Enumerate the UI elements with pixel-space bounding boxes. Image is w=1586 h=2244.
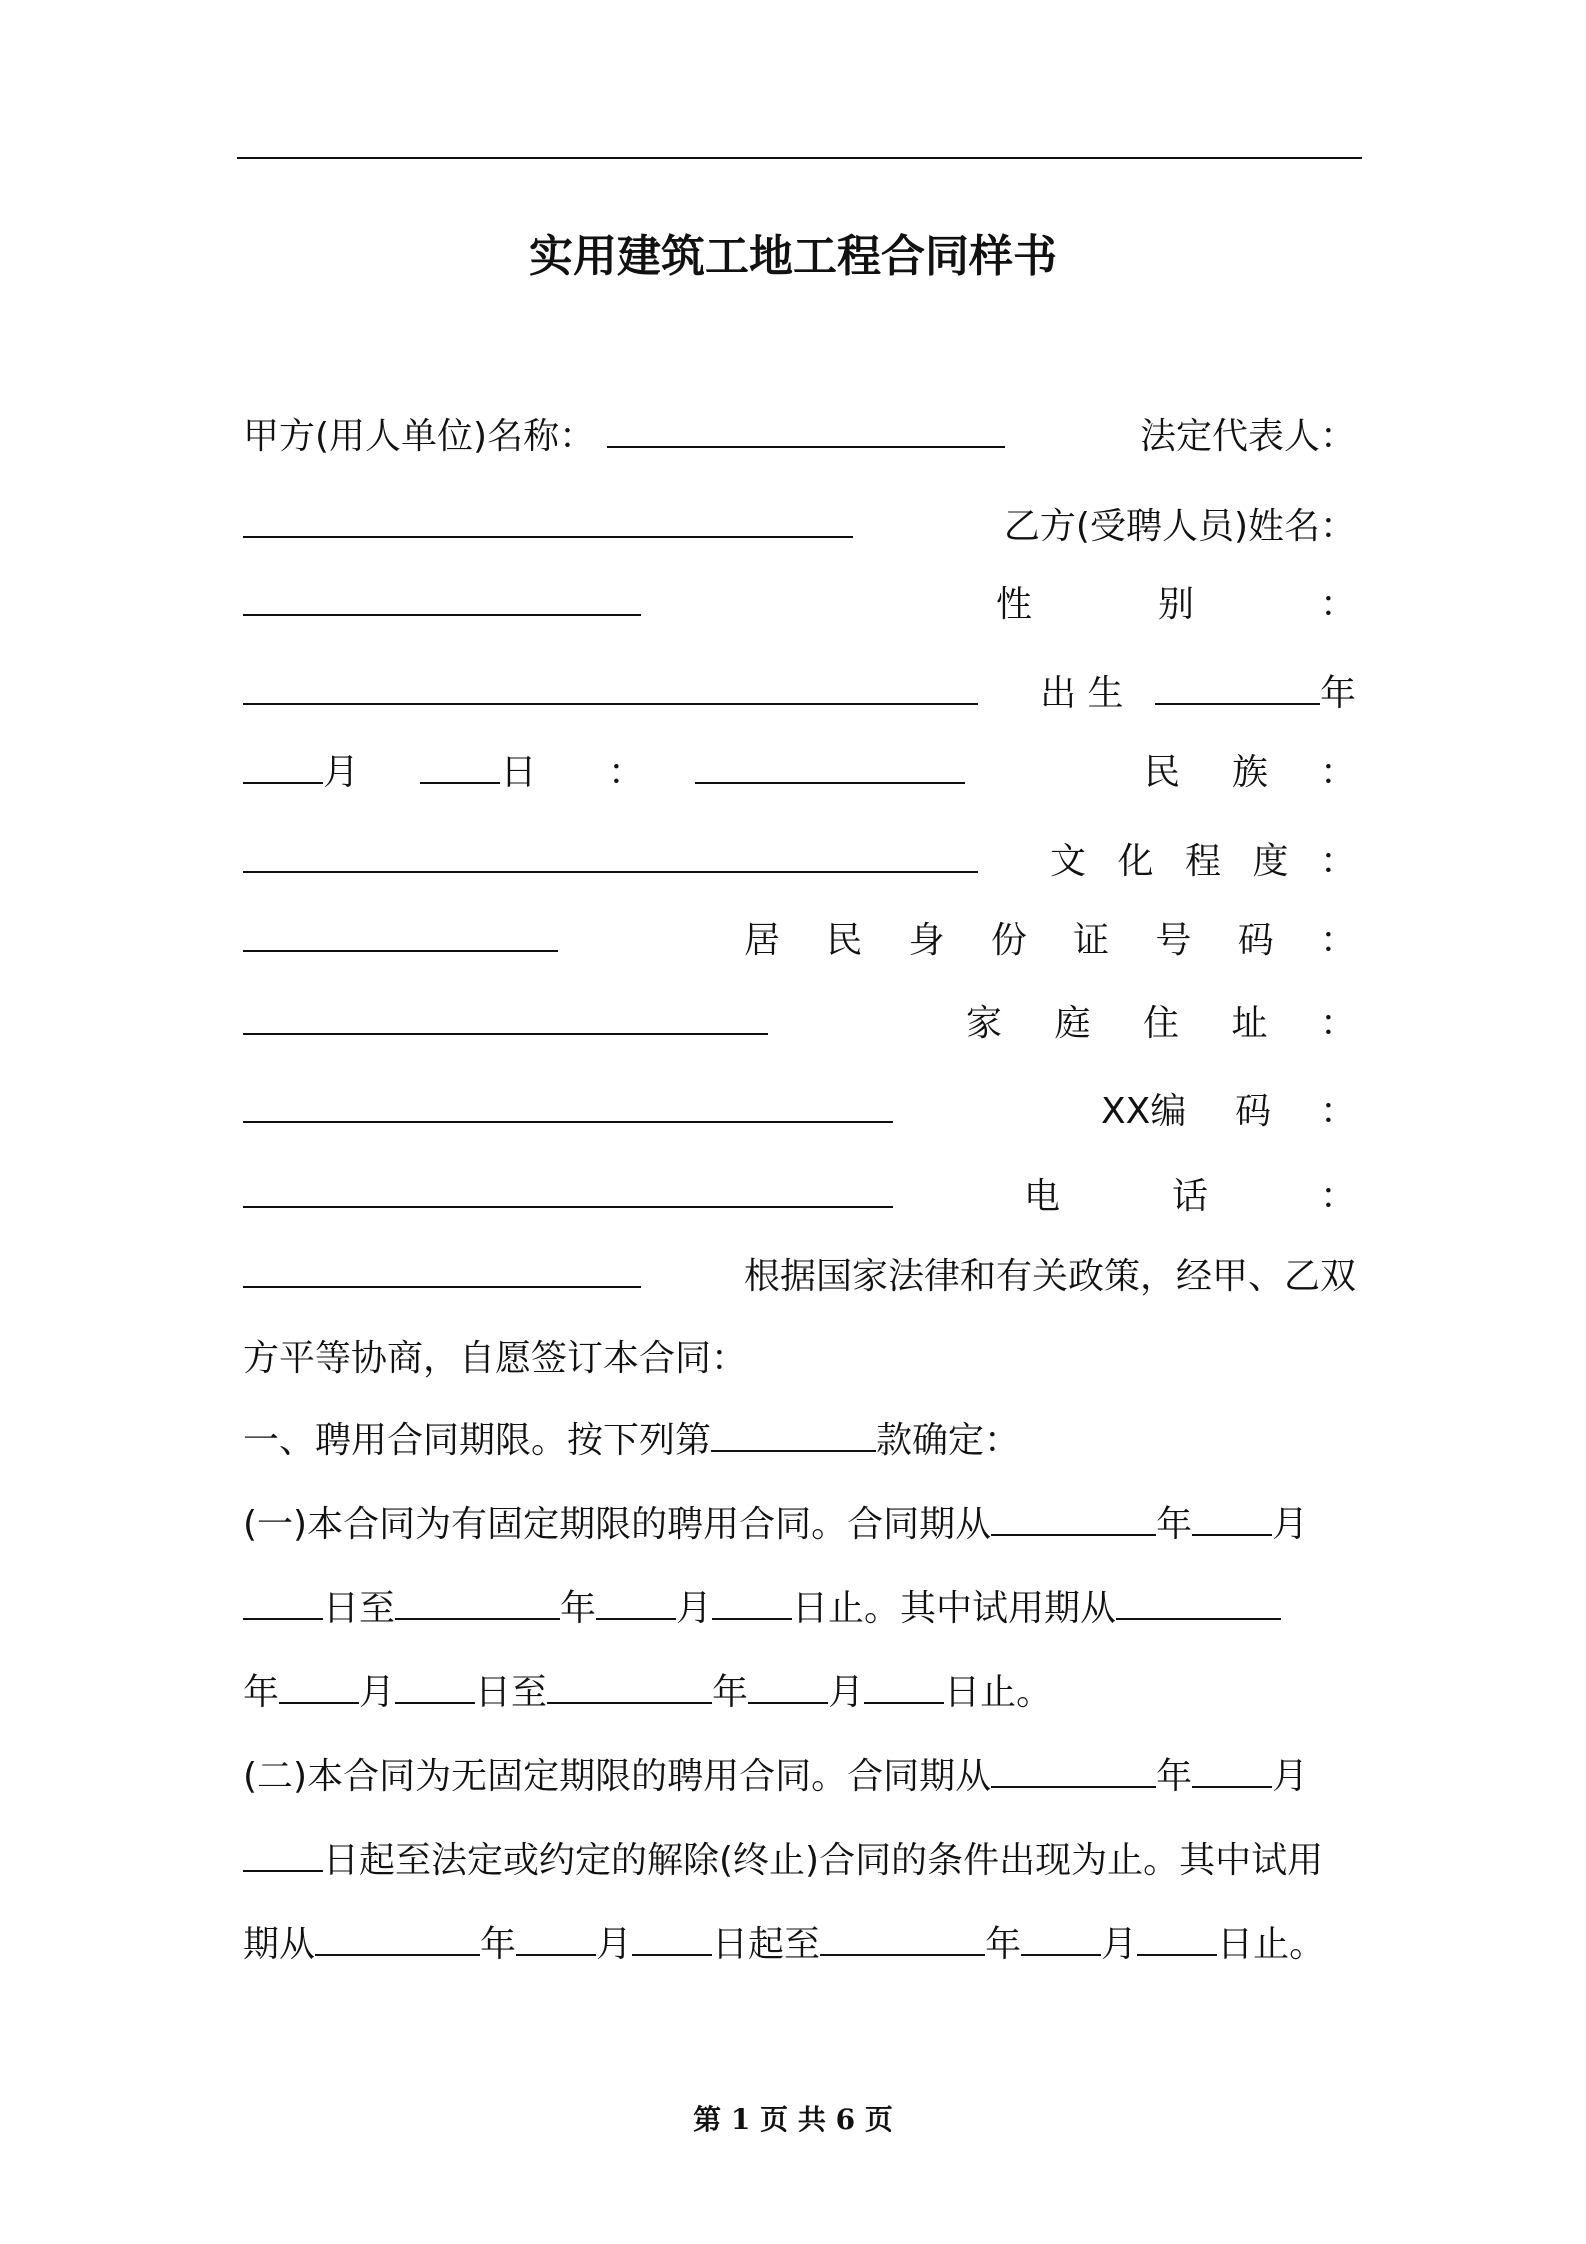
clause-1-text-c: 日止。其中试用期从 — [792, 1588, 1117, 1629]
nation-char-2: 族 — [1231, 752, 1268, 793]
clause-2-day-blank — [243, 1836, 323, 1872]
year-label: 年 — [1156, 1504, 1193, 1545]
addr-char-4: 址 — [1231, 1003, 1268, 1044]
edu-char-3: 程 — [1184, 841, 1221, 882]
intro-line-2: 方平等协商，自愿签订本合同： — [243, 1338, 748, 1379]
year-label: 年 — [243, 1672, 280, 1713]
section-1-text-a: 一、聘用合同期限。按下列第 — [243, 1420, 712, 1461]
clause-2-probation-end-day-blank — [1137, 1920, 1217, 1956]
month-label: 月 — [1101, 1924, 1138, 1965]
clause-1-text-b: 日至 — [475, 1672, 548, 1713]
month-label: 月 — [828, 1672, 865, 1713]
birth-month-blank — [243, 748, 323, 784]
clause-2-probation-day-blank — [632, 1920, 712, 1956]
clause-2-line-2 — [243, 1834, 1356, 1888]
line-gender — [243, 578, 1356, 632]
line-party-b — [243, 500, 1356, 554]
addr-colon: ： — [1319, 1003, 1356, 1044]
party-a-blank — [607, 412, 1005, 448]
zip-label-2: 码 — [1235, 1091, 1272, 1132]
zip-colon: ： — [1319, 1091, 1356, 1132]
gender-blank — [243, 669, 978, 705]
edu-char-2: 化 — [1117, 841, 1154, 882]
line-id — [243, 914, 1356, 968]
clause-2-text-d: 日起至 — [712, 1924, 821, 1965]
line-intro — [243, 1250, 1356, 1304]
id-char-6: 号 — [1155, 920, 1192, 961]
clause-2-line-1 — [243, 1750, 1356, 1804]
month-label: 月 — [676, 1588, 713, 1629]
clause-2-month-blank — [1192, 1752, 1272, 1788]
clause-1-day-blank-1 — [243, 1584, 323, 1620]
clause-2-text-a: (二)本合同为无固定期限的聘用合同。合同期从 — [243, 1756, 992, 1797]
gender-char-2: 别 — [1157, 584, 1194, 625]
clause-1-month-blank-1 — [1192, 1500, 1272, 1536]
zip-label-1: XX编 — [1101, 1091, 1187, 1132]
year-label: 年 — [1156, 1756, 1193, 1797]
party-a-label: 甲方(用人单位)名称： — [243, 416, 596, 457]
clause-1-probation-day-blank — [395, 1668, 475, 1704]
gender-colon: ： — [1319, 584, 1356, 625]
clause-1-year-blank-2 — [395, 1584, 560, 1620]
birth-day-blank — [420, 748, 500, 784]
clause-1-text-b: 日至 — [323, 1588, 396, 1629]
clause-2-probation-end-month-blank — [1021, 1920, 1101, 1956]
id-char-4: 份 — [990, 920, 1027, 961]
clause-2-year-blank — [991, 1752, 1156, 1788]
year-label: 年 — [712, 1672, 749, 1713]
party-b-label: 乙方(受聘人员)姓名： — [1003, 506, 1356, 547]
clause-1-probation-year-blank — [1116, 1584, 1281, 1620]
month-label: 月 — [323, 752, 360, 793]
clause-2-probation-month-blank — [516, 1920, 596, 1956]
legal-rep-label: 法定代表人： — [1139, 416, 1356, 457]
phone-colon: ： — [1319, 1176, 1356, 1217]
page-footer: 第 1 页 共 6 页 — [693, 2103, 893, 2136]
birth-extra-blank — [695, 748, 965, 784]
clause-1-probation-end-year-blank — [547, 1668, 712, 1704]
clause-1-year-blank-1 — [991, 1500, 1156, 1536]
year-label: 年 — [480, 1924, 517, 1965]
edu-char-4: 度 — [1252, 841, 1289, 882]
clause-1-probation-end-month-blank — [748, 1668, 828, 1704]
legal-rep-blank — [243, 502, 853, 538]
line-zip — [243, 1085, 1356, 1139]
edu-char-1: 文 — [1050, 841, 1087, 882]
clause-2-line-3 — [243, 1918, 1356, 1972]
clause-2-text-b: 日起至法定或约定的解除(终止)合同的条件出现为止。其中试用 — [323, 1840, 1324, 1881]
month-label: 月 — [1272, 1756, 1309, 1797]
month-label: 月 — [359, 1672, 396, 1713]
addr-char-1: 家 — [966, 1003, 1003, 1044]
clause-1-probation-end-day-blank — [864, 1668, 944, 1704]
id-char-1: 居 — [744, 920, 781, 961]
year-label: 年 — [985, 1924, 1022, 1965]
nation-blank — [243, 837, 978, 873]
clause-1-month-blank-2 — [596, 1584, 676, 1620]
line-education — [243, 835, 1356, 889]
clause-2-text-end: 日止。 — [1217, 1924, 1326, 1965]
clause-1-day-blank-2 — [712, 1584, 792, 1620]
section-1-blank — [711, 1416, 876, 1452]
edu-blank — [243, 916, 558, 952]
document-title: 实用建筑工地工程合同样书 — [529, 231, 1057, 282]
birth-label: 出 生 — [1040, 673, 1124, 714]
clause-1-text-d: 日止。 — [944, 1672, 1053, 1713]
month-label: 月 — [1272, 1504, 1309, 1545]
day-label: 日 — [500, 752, 537, 793]
section-1-heading — [243, 1414, 1356, 1468]
id-char-2: 民 — [826, 920, 863, 961]
clause-1-text-a: (一)本合同为有固定期限的聘用合同。合同期从 — [243, 1504, 992, 1545]
clause-1-line-3 — [243, 1666, 1356, 1720]
month-label: 月 — [596, 1924, 633, 1965]
clause-1-probation-month-blank — [279, 1668, 359, 1704]
clause-2-probation-end-year-blank — [820, 1920, 985, 1956]
id-char-7: 码 — [1237, 920, 1274, 961]
id-char-3: 身 — [908, 920, 945, 961]
addr-char-2: 庭 — [1054, 1003, 1091, 1044]
clause-1-line-2 — [243, 1582, 1356, 1636]
gender-char-1: 性 — [996, 584, 1033, 625]
clause-1-line-1 — [243, 1498, 1356, 1552]
phone-char-1: 电 — [1024, 1176, 1061, 1217]
line-birth — [243, 667, 1356, 721]
year-label: 年 — [1319, 673, 1356, 714]
line-address — [243, 997, 1356, 1051]
birth-colon: ： — [607, 752, 644, 793]
birth-year-blank — [1155, 669, 1320, 705]
line-nation — [243, 746, 1356, 800]
header-rule — [237, 157, 1362, 159]
phone-blank — [243, 1252, 641, 1288]
id-blank — [243, 999, 768, 1035]
nation-colon: ： — [1319, 752, 1356, 793]
id-char-5: 证 — [1073, 920, 1110, 961]
intro-tail: 根据国家法律和有关政策，经甲、乙双 — [743, 1256, 1356, 1297]
clause-2-probation-year-blank — [315, 1920, 480, 1956]
line-phone — [243, 1170, 1356, 1224]
line-party-a — [243, 410, 1356, 464]
nation-char-1: 民 — [1144, 752, 1181, 793]
edu-colon: ： — [1319, 841, 1356, 882]
zip-blank — [243, 1172, 893, 1208]
clause-2-text-c: 期从 — [243, 1924, 316, 1965]
phone-char-2: 话 — [1171, 1176, 1208, 1217]
address-blank — [243, 1087, 893, 1123]
addr-char-3: 住 — [1142, 1003, 1179, 1044]
year-label: 年 — [560, 1588, 597, 1629]
name-blank — [243, 580, 641, 616]
section-1-text-b: 款确定： — [876, 1420, 1021, 1461]
id-colon: ： — [1319, 920, 1356, 961]
